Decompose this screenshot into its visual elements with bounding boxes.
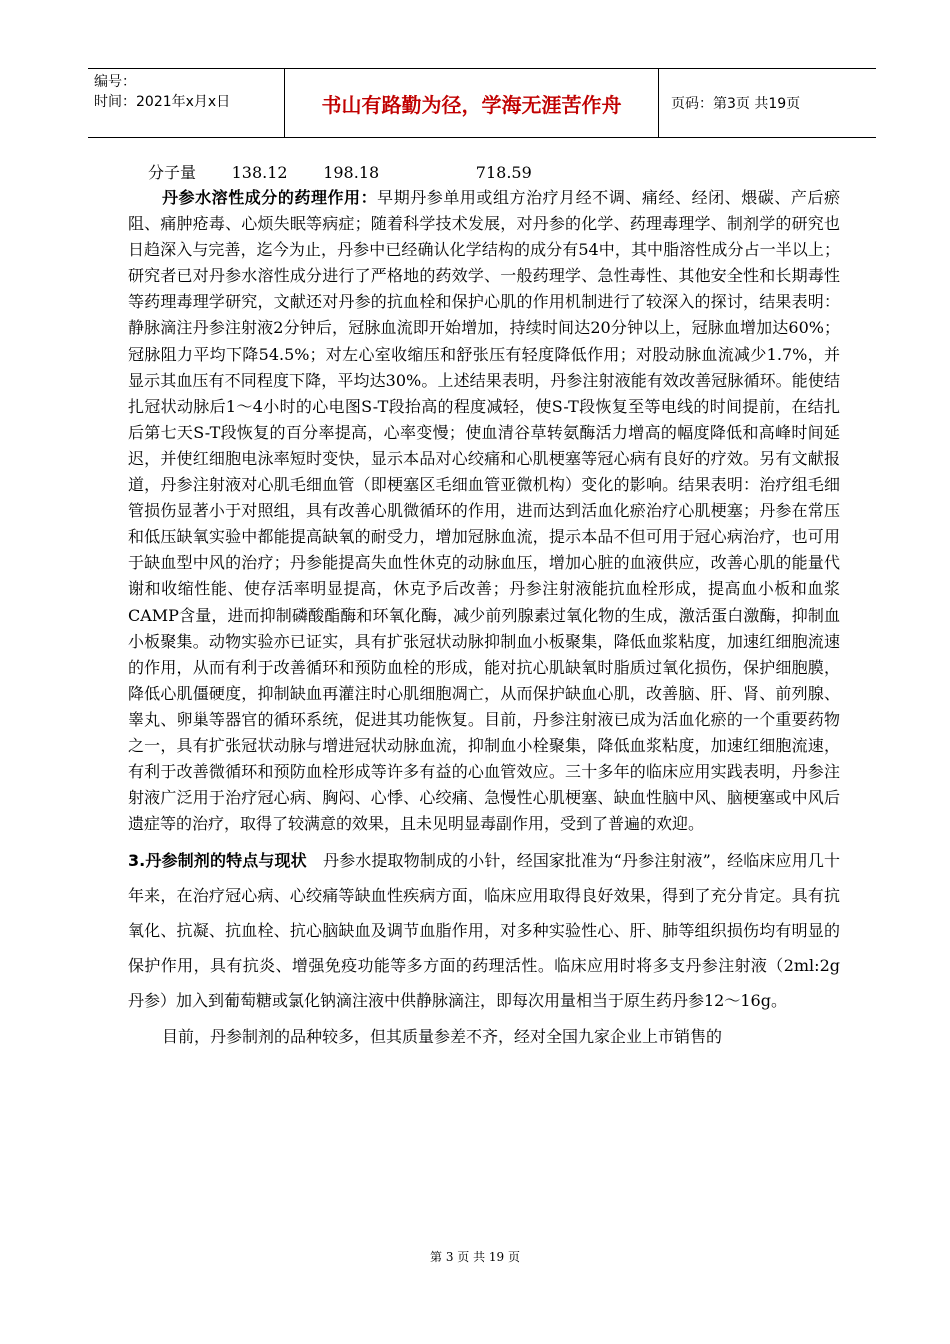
document-body xyxy=(128,161,840,1054)
document-date: 时间：2021年x月x日 xyxy=(94,94,231,110)
pharmacology-body: 早期丹参单用或组方治疗月经不调、痛经、经闭、煨碳、产后瘀阻、痛肿疮毒、心烦失眠等病症；随着科学技术发展，对丹参的化学、药理毒理学、制剂学的研究也日趋深入与完善，迄今为止，丹参中已经确认化学结构的成分有54中，其中脂溶性成分占一半以上；研究者已对丹参水溶性成分进行了严格地的药效学、一般药理学、急性毒性、其他安全性和长期毒性等药理毒理学研究，文献还对丹参的抗血栓和保护心肌的作用机制进行了较深入的探讨，结果表明：静脉滴注丹参注射液2分钟后，冠脉血流即开始增加，持续时间达20分钟以上，冠脉血增加达60%；冠脉阻力平均下降54.5%；对左心室收缩压和舒张压有轻度降低作用；对股动脉血流减少1.7%，并显示其血压有不同程度下降，平均达30%。上述结果表明，丹参注射液能有效改善冠脉循环。能使结扎冠状动脉后1～4小时的心电图S-T段抬高的程度减轻，使S-T段恢复至等电线的时间提前，在结扎后第七天S-T段恢复的百分率提高，心率变慢；使血清谷草转氨酶活力增高的幅度降低和高峰时间延迟，并使红细胞电泳率短时变快，显示本品对心绞痛和心肌梗塞等冠心病有良好的疗效。另有文献报道，丹参注射液对心肌毛细血管（即梗塞区毛细血管亚微机构）变化的影响。结果表明：治疗组毛细管损伤显著小于对照组，具有改善心肌微循环的作用，进而达到活血化瘀治疗心肌梗塞；丹参在常压和低压缺氧实验中都能提高缺氧的耐受力，增加冠脉血流，提示本品不但可用于冠心病治疗，也可用于缺血型中风的治疗；丹参能提高失血性休克的动脉血压，增加心脏的血液供应，改善心肌的能量代谢和收缩性能、使存活率明显提高，休克予后改善；丹参注射液能抗血栓形成，提高血小板和血浆CAMP含量，进而抑制磷酸酯酶和环氧化酶，减少前列腺素过氧化物的生成，激活蛋白激酶，抑制血小板聚集。动物实验亦已证实，具有扩张冠状动脉抑制血小板聚集，降低血浆粘度，加速红细胞流速的作用，从而有利于改善循环和预防血栓的形成，能对抗心肌缺氧时脂质过氧化损伤，保护细胞膜，降低心肌僵硬度，抑制缺血再灌注时心肌细胞凋亡，从而保护缺血心肌，改善脑、肝、肾、前列腺、睾丸、卵巢等器官的循环系统，促进其功能恢复。目前，丹参注射液已成为活血化瘀的一个重要药物之一，具有扩张冠状动脉与增进冠状动脉血流，抑制血小栓聚集，降低血浆粘度，加速红细胞流速，有利于改善微循环和预防血栓形成等许多有益的心血管效应。三十多年的临床应用实践表明，丹参注射液广泛用于治疗冠心病、胸闷、心悸、心绞痛、急慢性心肌梗塞、缺血性脑中风、脑梗塞或中风后遗症等的治疗，取得了较满意的效果，且未见明显毒副作用，受到了普遍的欢迎。 xyxy=(128,188,840,834)
header-meta xyxy=(88,69,285,137)
preparation-body: 丹参水提取物制成的小针，经国家批准为“丹参注射液”，经临床应用几十年来，在治疗冠心病、心绞痛等缺血性疾病方面，临床应用取得良好效果，得到了充分肯定。具有抗氧化、抗凝、抗血栓、抗心脑缺血及调节血脂作用，对多种实验性心、肝、肺等组织损伤均有明显的保护作用，具有抗炎、增强免疫功能等多方面的药理活性。临床应用时将多支丹参注射液（2ml:2g丹参）加入到葡萄糖或氯化钠滴注液中供静脉滴注，即每次用量相当于原生药丹参12～16g。 xyxy=(128,851,840,1011)
current-status-paragraph: 目前，丹参制剂的品种较多，但其质量参差不齐，经对全国九家企业上市销售的 xyxy=(162,1027,723,1047)
page-footer: 第 3 页 共 19 页 xyxy=(430,1250,520,1264)
preparation-heading: 3.丹参制剂的特点与现状 xyxy=(128,851,307,871)
page-header xyxy=(88,68,876,138)
pharmacology-heading: 丹参水溶性成分的药理作用： xyxy=(162,188,378,207)
document-number-label: 编号： xyxy=(94,74,136,90)
molecular-weight-line: 分子量 138.12 198.18 718.59 xyxy=(148,163,532,182)
header-page-number: 页码：第3页 共19页 xyxy=(671,96,801,112)
header-motto: 书山有路勤为径，学海无涯苦作舟 xyxy=(285,69,659,137)
pharmacology-paragraph xyxy=(128,185,840,837)
preparation-paragraph xyxy=(128,843,840,1018)
